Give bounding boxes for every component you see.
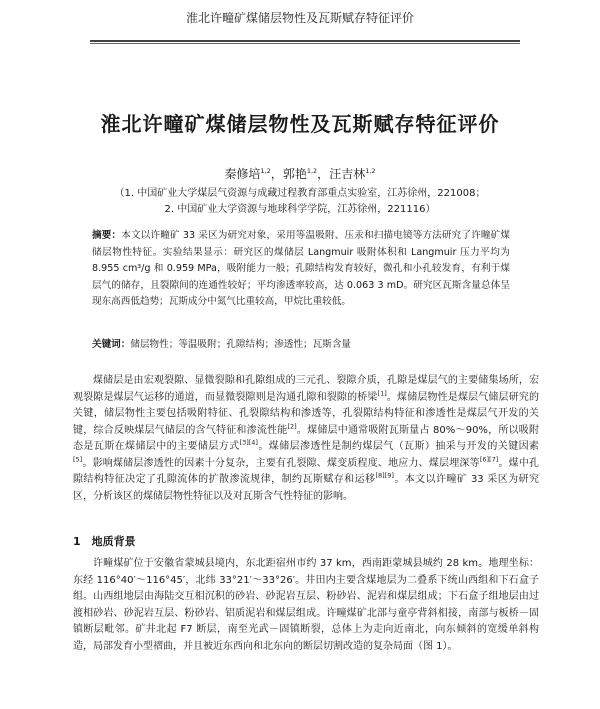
affiliation-line: 2. 中国矿业大学资源与地球科学学院，江苏徐州，221116） — [164, 204, 436, 215]
author-name: 汪吉林 — [329, 167, 366, 181]
keywords-text: 储层物性；等温吸附；孔隙结构；渗透性；瓦斯含量 — [130, 339, 352, 350]
abstract — [92, 228, 510, 311]
introduction-paragraph — [73, 373, 539, 505]
citation: [2] — [287, 422, 297, 431]
author-affiliation-mark: 1,2 — [260, 167, 271, 175]
citation: [5] — [73, 455, 83, 464]
abstract-label: 摘要： — [92, 230, 122, 241]
header-rule-thin — [90, 43, 520, 44]
intro-text: 。煤储层物性是煤层气储层研究的关键，储层物性主要包括吸附特征、孔裂隙结构和渗透等，孔裂隙结构特征和渗透性是煤层气开发的关键，综合反映煤层气储层的含气特征和渗流性能 — [73, 391, 540, 436]
affiliation-line: （1. 中国矿业大学煤层气资源与成藏过程教育部重点实验室，江苏徐州，221008； — [114, 188, 486, 199]
intro-text: 。煤中孔隙结构特征决定了孔隙流体的扩散渗流规律，制约瓦斯赋存和运移 — [73, 457, 540, 485]
section-heading: 1 地质背景 — [73, 535, 136, 548]
intro-text: 。煤储层渗透性是制约煤层气（瓦斯）抽采与开发的关键因素 — [257, 441, 540, 452]
author-affiliation-mark: 1,2 — [365, 167, 376, 175]
citation: [6][7] — [479, 455, 499, 464]
intro-text: 。煤储层中通常吸附瓦斯量占 80%～90%，所以吸附态是瓦斯在煤储层中的主要储层方式 — [73, 424, 539, 452]
citation: [1] — [377, 389, 387, 398]
running-header: 淮北许疃矿煤储层物性及瓦斯赋存特征评价 — [185, 11, 414, 25]
author-name: 秦修培 — [224, 167, 261, 181]
geology-paragraph: 许疃煤矿位于安徽省蒙城县境内，东北距宿州市约 37 km，西南距蒙城县城约 28 km。地理坐标：东经 116°40′～116°45′，北纬 33°21′～33°26′。井田内主要含煤地层为二叠系下统山西组和下石盒子组。山西组地层由海陆交互相沉积的砂岩、砂泥岩互层、粉砂岩、泥岩和煤层组成；下石盒子组地层由过渡相砂岩、砂泥岩互层、粉砂岩、铝质泥岩和煤层组成。许疃煤矿北部与童亭背斜相接，南部与板桥－固镇断层毗邻。矿井北起 F7 断层，南至光武－固镇断裂，总体上为走向近南北，向东倾斜的宽缓单斜构造，局部发育小型褶曲，并且被近东西向和北东向的断层切割改造的复杂局面（图 1）。 — [73, 558, 539, 652]
author-separator: ， — [317, 167, 330, 181]
intro-text: 。本文以许疃矿 33 采区为研究区，分析该区的煤储层物性特征以及对瓦斯含气性特征的影响。 — [73, 474, 539, 502]
author-affiliation-mark: 1,2 — [306, 167, 318, 175]
author-list — [0, 165, 600, 182]
author-name: 郭艳 — [282, 167, 307, 181]
intro-text: 煤储层是由宏观裂隙、显微裂隙和孔隙组成的三元孔、裂隙介质，孔隙是煤层气的主要储集场所，宏观裂隙是煤层气运移的通道，而显微裂隙则是沟通孔隙和裂隙的桥梁 — [73, 375, 539, 403]
citation: [3][4] — [239, 438, 258, 447]
citation: [8][9] — [375, 471, 394, 480]
header-rule — [90, 40, 520, 42]
abstract-text: 本文以许疃矿 33 采区为研究对象，采用等温吸附、压汞和扫描电镜等方法研究了许疃矿煤储层物性特征。实验结果显示：研究区的煤储层 Langmuir 吸附体积和 Langmuir 压力平均为 8.955 cm³/g 和 0.959 MPa，吸附能力一般；孔隙结构发育较好，微孔和小孔较发育，有利于煤层气的储存，且裂隙间的连通性较好；平均渗透率较高，达 0.063 3 mD。研究区瓦斯含量总体呈现东高西低趋势；瓦斯成分中氮气比重较高，甲烷比重较低。 — [92, 230, 510, 308]
keywords-label: 关键词： — [92, 339, 131, 350]
keywords — [92, 337, 510, 353]
paper-title: 淮北许疃矿煤储层物性及瓦斯赋存特征评价 — [100, 112, 500, 136]
intro-text: 。影响煤储层渗透性的因素十分复杂，主要有孔裂隙、煤变质程度、地应力、煤层埋深等 — [82, 457, 480, 469]
author-separator: ， — [270, 167, 283, 181]
